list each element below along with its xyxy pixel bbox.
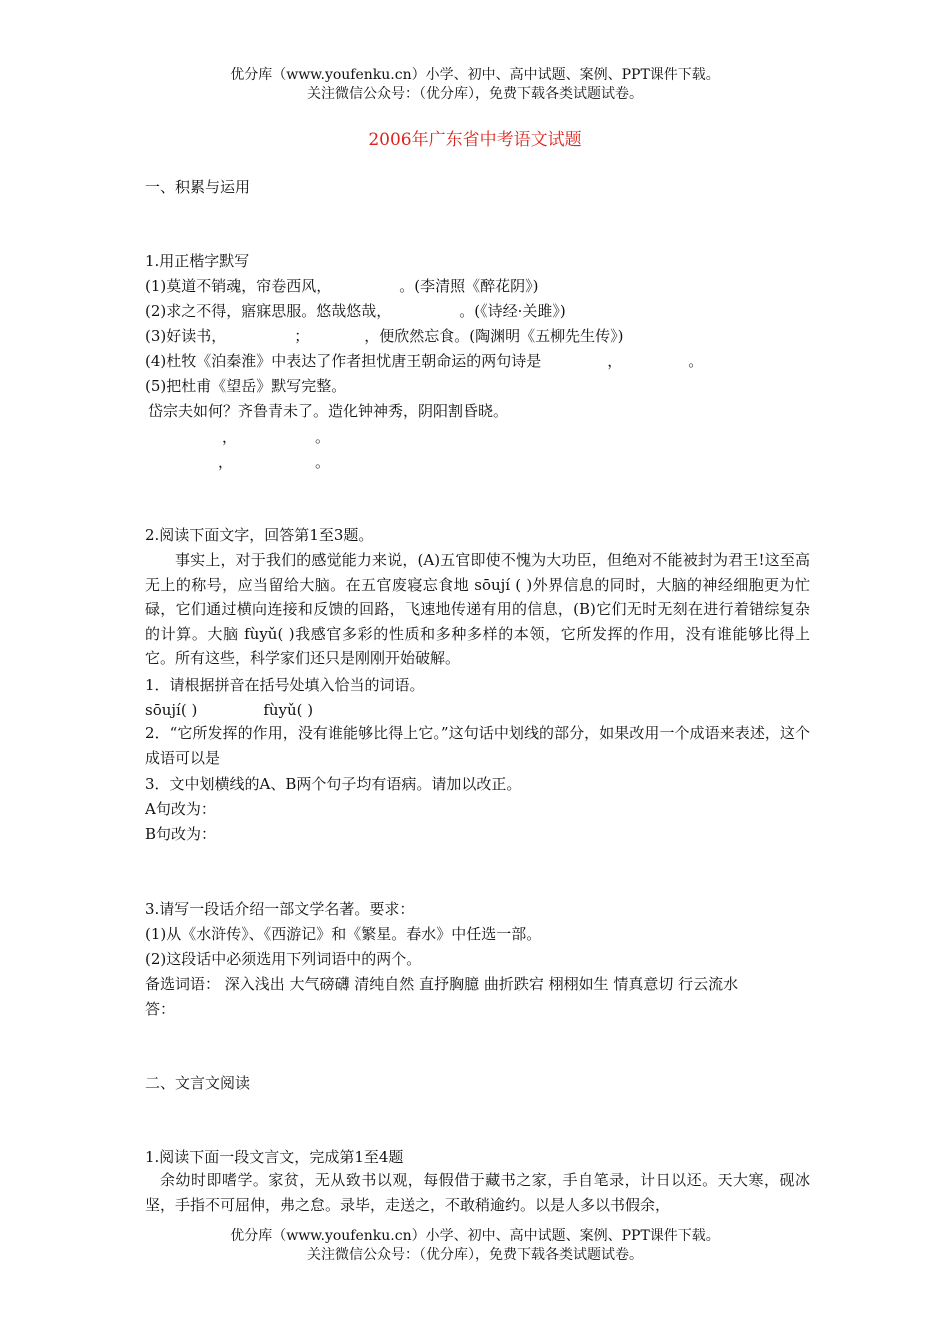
q1-item-1: (1)莫道不销魂，帘卷西风， 。(李清照《醉花阴》): [145, 277, 539, 295]
page-header: [0, 66, 950, 104]
pinyin-souji: sōují( ): [145, 701, 198, 719]
page-title: 2006年广东省中考语文试题: [368, 130, 582, 150]
q3-answer: 答：: [145, 1000, 176, 1018]
q2-sub-3: 3．文中划横线的A、B两个句子均有语病。请加以改正。: [145, 775, 522, 793]
s2-q1-passage: 余幼时即嗜学。家贫，无从致书以观，每假借于藏书之家，手自笔录，计日以还。天大寒，砚冰坚，手指不可屈伸，弗之怠。录毕，走送之，不敢稍逾约。以是人多以书假余，: [145, 1171, 810, 1214]
page-footer: [0, 1227, 950, 1265]
q3-req-1: (1)从《水浒传》、《西游记》和《繁星。春水》中任选一部。: [145, 925, 542, 943]
footer-line-2: 关注微信公众号：（优分库），免费下载各类试题试卷。: [307, 1247, 643, 1263]
header-line-2: 关注微信公众号：（优分库），免费下载各类试题试卷。: [307, 86, 643, 102]
poem-blank-comma-2: ，: [218, 453, 234, 471]
q1-poem: 岱宗夫如何？齐鲁青未了。造化钟神秀，阴阳割昏晓。: [148, 402, 509, 420]
q1-item-4: (4)杜牧《泊秦淮》中表达了作者担忧唐王朝命运的两句诗是 ， 。: [145, 352, 704, 370]
header-line-1: 优分库（www.youfenku.cn）小学、初中、高中试题、案例、PPT课件下载。: [230, 67, 720, 83]
q1-item-5: (5)把杜甫《望岳》默写完整。: [145, 377, 347, 395]
q2-title: 2.阅读下面文字，回答第1至3题。: [145, 526, 374, 544]
q3-title: 3.请写一段话介绍一部文学名著。要求：: [145, 900, 415, 918]
q2-sub-1: 1．请根据拼音在括号处填入恰当的词语。: [145, 676, 425, 694]
footer-line-1: 优分库（www.youfenku.cn）小学、初中、高中试题、案例、PPT课件下载。: [230, 1228, 720, 1244]
pinyin-fuyu: fùyǔ( ): [263, 701, 314, 719]
poem-blank-period-1: 。: [315, 428, 331, 446]
q2-passage: 事实上，对于我们的感觉能力来说，(A)五官即使不愧为大功臣，但绝对不能被封为君王!这至高无上的称号，应当留给大脑。在五官废寝忘食地 sōují ( )外界信息的同时，大脑的神经细胞更为忙碌，它们通过横向连接和反馈的回路，飞速地传递有用的信息，(B)它们无时无刻在进行着错综复杂的计算。大脑 fùyǔ( )我感官多彩的性质和多种多样的本领，它所发挥的作用，没有谁能够比得上它。所有这些，科学家们还只是刚刚开始破解。: [145, 551, 810, 667]
poem-blank-period-2: 。: [315, 453, 331, 471]
q2-pinyin-row: [145, 699, 313, 721]
section-1-heading: 一、积累与运用: [145, 178, 251, 196]
q1-item-2: (2)求之不得，寤寐思服。悠哉悠哉， 。(《诗经·关雎》): [145, 302, 566, 320]
section-2-heading: 二、文言文阅读: [145, 1074, 251, 1092]
poem-blank-comma-1: ，: [222, 428, 238, 446]
q2-a-fix: A句改为：: [145, 800, 216, 818]
s2-q1-title: 1.阅读下面一段文言文，完成第1至4题: [145, 1148, 404, 1166]
q2-b-fix: B句改为：: [145, 825, 217, 843]
q3-req-2: (2)这段话中必须选用下列词语中的两个。: [145, 950, 422, 968]
q3-words: 备选词语： 深入浅出 大气磅礴 清纯自然 直抒胸臆 曲折跌宕 栩栩如生 情真意切 行云流水: [145, 975, 739, 993]
q2-sub-2: 2．“它所发挥的作用，没有谁能够比得上它。”这句话中划线的部分，如果改用一个成语来表述，这个成语可以是: [145, 724, 810, 767]
q1-title: 1.用正楷字默写: [145, 252, 250, 270]
q1-item-3: (3)好读书， ； ，便欣然忘食。(陶渊明《五柳先生传》): [145, 327, 624, 345]
